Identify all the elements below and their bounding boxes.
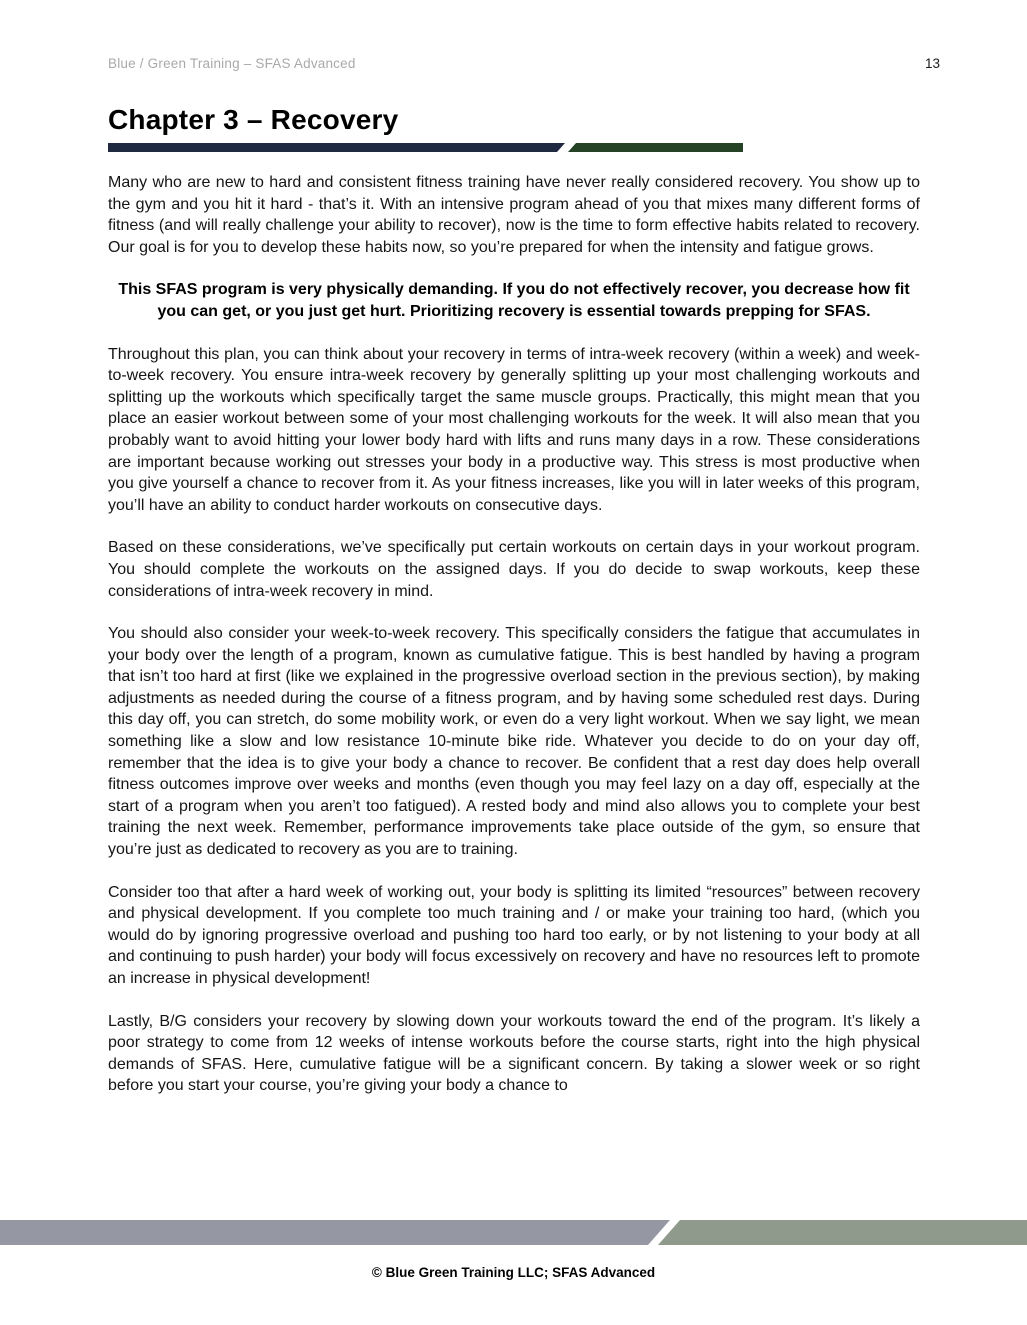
body-paragraph: Lastly, B/G considers your recovery by slowing down your workouts toward the end of the program. It’s likely a poor strategy to come from 12 weeks of intense workouts before the course starts, right into the high physical demands of SFAS. Here, cumulative fatigue will be a significant concern. By taking a slower week or so right before you start your course, you’re giving your body a chance to — [108, 1012, 920, 1095]
title-bar-navy-segment — [108, 143, 565, 152]
page-number: 13 — [924, 56, 940, 71]
title-divider-bar — [108, 143, 920, 152]
body-paragraph: You should also consider your week-to-week recovery. This specifically considers the fatigue that accumulates in your body over the length of a program, known as cumulative fatigue. This is best handled by having a program that isn’t too hard at first (like we explained in the progressive overload section in the previous section), by making adjustments as needed during the course of a fitness program, and by having some scheduled rest days. During this day off, you can stretch, do some mobility work, or even do a very light workout. When we say light, we mean something like a slow and low resistance 10-minute bike ride. Whatever you decide to do on your day off, remember that the idea is to give your body a chance to recover. Be confident that a rest day does help overall fitness outcomes improve over weeks and months (even though you may feel lazy on a day off, especially at the start of a program when you aren’t too fatigued). A rested body and mind also allows you to complete your best training the next week. Remember, performance improvements take place outside of the gym, so ensure that you’re just as dedicated to recovery as you are to training. — [108, 625, 920, 859]
body-paragraph: Consider too that after a hard week of working out, your body is splitting its limited “resources” between recovery and physical development. If you complete too much training and / or make your training too hard, (which you would do by ignoring progressive overload and pushing too hard too early, or by not listening to your body at all and continuing to push harder) your body will focus excessively on recovery and have no resources left to promote an increase in physical development! — [108, 883, 920, 987]
body-paragraph: Throughout this plan, you can think about your recovery in terms of intra-week recovery (within a week) and week-to-week recovery. You ensure intra-week recovery by generally splitting up your most challenging workouts and splitting up the workouts which specifically target the same muscle groups. Practically, this might mean that you place an easier workout between some of your most challenging workouts for the week. It will also mean that you probably want to avoid hitting your lower body hard with lifts and runs many days in a row. These considerations are important because working out stresses your body in a productive way. This stress is most productive when you give yourself a chance to recover from it. As your fitness increases, like you will in later weeks of this program, you’ll have an ability to conduct harder workouts on consecutive days. — [108, 345, 920, 514]
document-title: Blue / Green Training – SFAS Advanced — [108, 56, 356, 71]
page-header — [108, 56, 940, 71]
body-paragraph: Based on these considerations, we’ve specifically put certain workouts on certain days in your workout program. You should complete the workouts on the assigned days. If you do decide to swap workouts, keep these considerations of intra-week recovery in mind. — [108, 539, 920, 600]
footer-divider-bar — [0, 1220, 1027, 1245]
footer-bar-gray-segment — [0, 1220, 670, 1245]
body-text — [108, 172, 920, 1097]
content-column — [108, 104, 920, 1118]
body-paragraph: Many who are new to hard and consistent fitness training have never really considered recovery. You show up to the gym and you hit it hard - that’s it. With an intensive program ahead of you that mixes many different forms of fitness (and will really challenge your ability to recover), now is the time to form effective habits related to recovery. Our goal is for you to develop these habits now, so you’re prepared for when the intensity and fatigue grows. — [108, 174, 920, 256]
footer-bar-green-segment — [658, 1220, 1027, 1245]
title-bar-green-segment — [568, 143, 743, 152]
footer-copyright: © Blue Green Training LLC; SFAS Advanced — [371, 1265, 656, 1280]
callout-paragraph: This SFAS program is very physically demanding. If you do not effectively recover, you decrease how fit you can get, or you just get hurt. Prioritizing recovery is essential towards prepping for SFAS. — [118, 281, 910, 320]
chapter-title: Chapter 3 – Recovery — [108, 104, 399, 135]
